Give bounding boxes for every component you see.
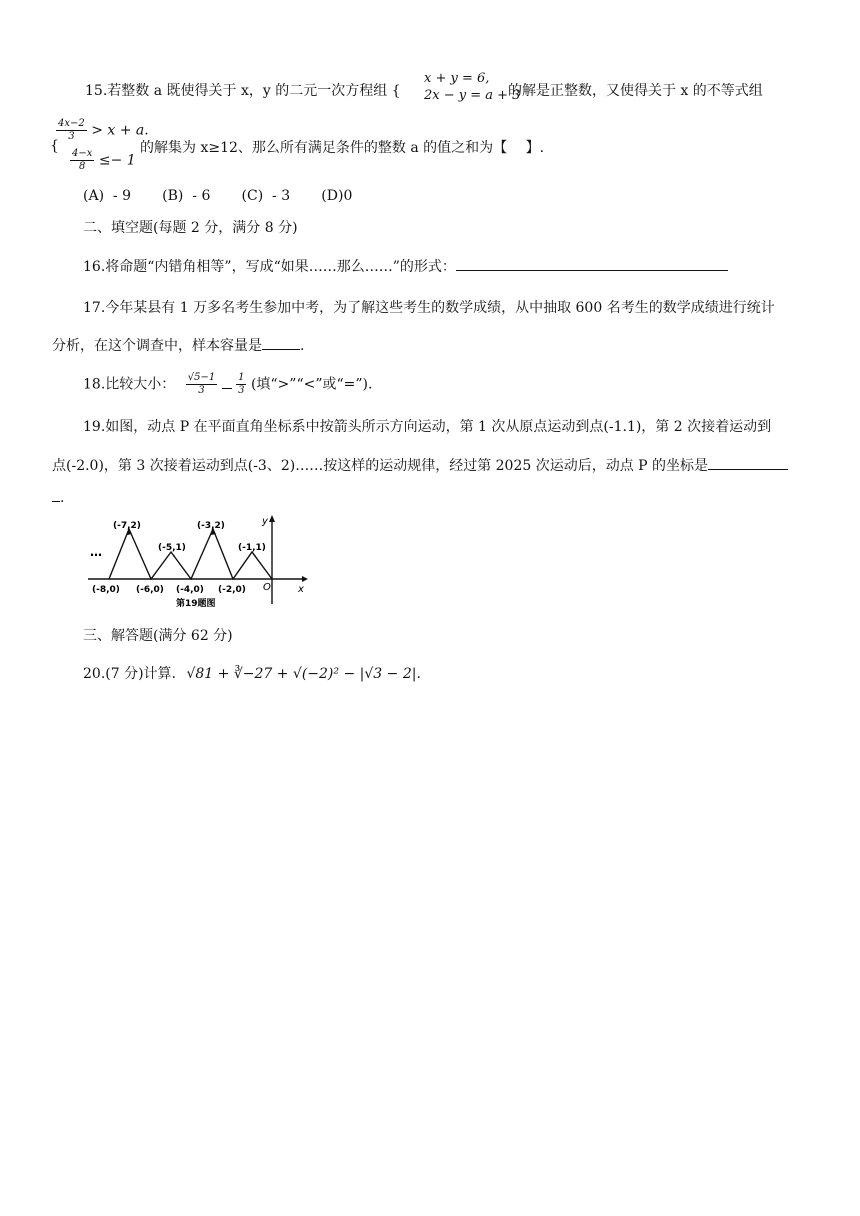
q17-answer-blank[interactable] bbox=[262, 349, 300, 350]
q15-ineq-2: $\frac{4-x}{8}$ ≤− 1 bbox=[72, 148, 136, 172]
q19-line3: . bbox=[52, 490, 64, 506]
q19-line1: 19.如图，动点 P 在平面直角坐标系中按箭头所示方向运动，第 1 次从原点运动到点(-1.1)，第 2 次接着运动到 bbox=[83, 419, 772, 435]
q15-system-eq2: 2x − y = a + 3 bbox=[424, 88, 521, 103]
origin-label: O bbox=[263, 582, 271, 593]
q16-line: 16.将命题“内错角相等”，写成“如果……那么……”的形式： bbox=[83, 256, 728, 276]
q18-answer-blank[interactable] bbox=[222, 388, 232, 389]
q15-text-a: 15.若整数 a 既使得关于 x，y 的二元一次方程组 { bbox=[85, 83, 401, 99]
x-axis-arrow bbox=[302, 576, 308, 582]
q15-ineq-1: $\frac{4x-2}{3}$ > x + a. bbox=[58, 118, 149, 142]
q20-expression: √81 + ∛−27 + √(−2)² − |√3 − 2|. bbox=[186, 666, 421, 682]
q16-answer-blank[interactable] bbox=[456, 270, 728, 271]
q18-fraction-1: $\frac{√5-1}{3}$ bbox=[187, 372, 216, 396]
q15-line1-b: 的解是正整数，又使得关于 x 的不等式组 bbox=[508, 83, 763, 99]
q19-figure bbox=[80, 512, 310, 612]
section2-heading: 二、填空题(每题 2 分，满分 8 分) bbox=[83, 220, 298, 236]
q17-line1: 17.今年某县有 1 万多名考生参加中考，为了解这些考生的数学成绩，从中抽取 600 名考生的数学成绩进行统计 bbox=[83, 300, 775, 316]
q20-line: 20.(7 分)计算. √81 + ∛−27 + √(−2)² − |√3 − 2|. bbox=[83, 666, 421, 682]
q15-options: (A) - 9 (B) - 6 (C) - 3 (D)0 bbox=[83, 188, 353, 204]
q19-answer-blank-cont[interactable] bbox=[52, 501, 60, 502]
point-label-top: (-3,2) bbox=[197, 521, 225, 531]
axis-y-label: y bbox=[262, 516, 268, 527]
q15-system-eq1: x + y = 6, bbox=[424, 71, 490, 86]
point-label-bottom: (-8,0) bbox=[92, 585, 120, 595]
figure-ellipsis: … bbox=[90, 545, 102, 559]
point-label-bottom: (-6,0) bbox=[136, 585, 164, 595]
q15-ineq1-fraction: $\frac{4x-2}{3}$ bbox=[58, 118, 85, 142]
point-label-top: (-1,1) bbox=[238, 543, 266, 553]
q15-line2-tail: 的解集为 x≥12、那么所有满足条件的整数 a 的值之和为【 】. bbox=[140, 140, 545, 156]
q17-line2: 分析，在这个调查中，样本容量是 . bbox=[52, 338, 305, 354]
point-label-top: (-7,2) bbox=[113, 521, 141, 531]
q15-ineq-brace: { bbox=[50, 138, 59, 154]
q19-answer-blank[interactable] bbox=[708, 469, 788, 470]
axis-x-label: x bbox=[298, 584, 304, 595]
motion-path bbox=[109, 529, 272, 579]
figure-caption: 第19题图 bbox=[176, 599, 216, 609]
q15-system bbox=[424, 70, 520, 104]
q18-fraction-2: $\frac{1}{3}$ bbox=[238, 372, 245, 396]
point-label-bottom: (-2,0) bbox=[218, 585, 246, 595]
point-label-bottom: (-4,0) bbox=[176, 585, 204, 595]
q15-ineq2-fraction: $\frac{4-x}{8}$ bbox=[72, 148, 93, 172]
q19-line2: 点(-2.0)，第 3 次接着运动到点(-3、2)……按这样的运动规律，经过第 2025 次运动后，动点 P 的坐标是 bbox=[52, 455, 788, 475]
section3-heading: 三、解答题(满分 62 分) bbox=[83, 628, 233, 644]
point-label-top: (-5,1) bbox=[158, 543, 186, 553]
y-axis-arrow bbox=[269, 515, 275, 522]
q15-line1 bbox=[85, 80, 401, 100]
q18-line: 18.比较大小： $\frac{√5-1}{3}$ $\frac{1}{3}$ (填“>”“<”或“=”). bbox=[83, 372, 373, 396]
